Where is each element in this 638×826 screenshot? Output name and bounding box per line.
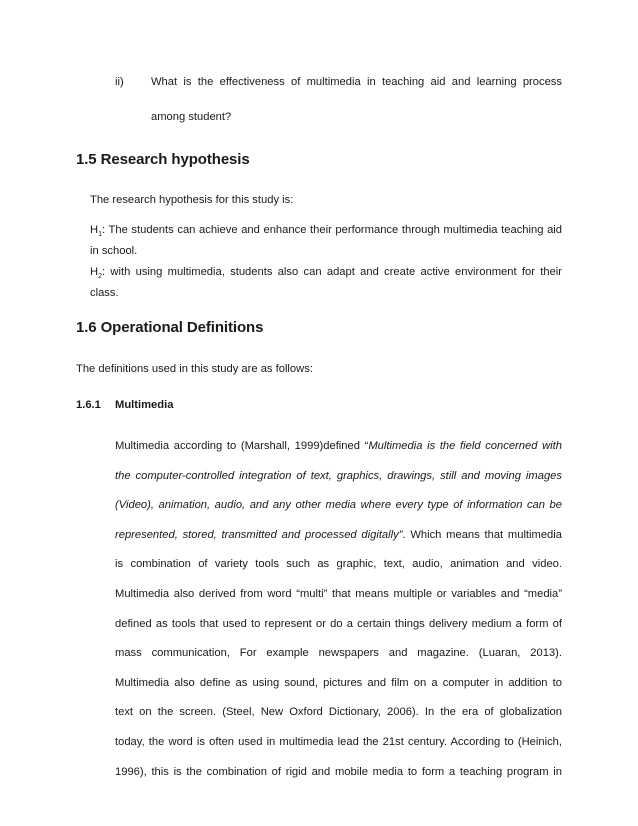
multimedia-paragraph-line: (Video), animation, audio, and any other media where every type of information can be bbox=[115, 499, 562, 512]
multimedia-paragraph-line: represented, stored, transmitted and processed digitally”. Which means that multimedia bbox=[115, 528, 562, 541]
hypothesis-h2: $H_2$: with using multimedia, students also can adapt and create active environment for their class. bbox=[90, 266, 562, 300]
subsection-title-multimedia: Multimedia bbox=[115, 399, 174, 411]
multimedia-paragraph-line: Multimedia also derived from word “multi” that means multiple or variables and “media” bbox=[115, 588, 562, 600]
multimedia-paragraph-line: Multimedia according to (Marshall, 1999)defined “Multimedia is the field concerned with bbox=[115, 440, 562, 452]
question-text-line-2: among student? bbox=[151, 111, 232, 123]
multimedia-paragraph-line: mass communication, For example newspapers and magazine. (Luaran, 2013). bbox=[115, 647, 562, 660]
multimedia-paragraph-line: defined as tools that used to represent or do a certain things delivery medium a form of bbox=[115, 617, 562, 630]
multimedia-paragraph-line: today, the word is often used in multimedia lead the 21st century. According to (Heinich, bbox=[115, 736, 562, 748]
question-text-line-1: What is the effectiveness of multimedia in teaching aid and learning process bbox=[151, 76, 562, 88]
question-numeral: ii) bbox=[115, 76, 124, 88]
heading-research-hypothesis: 1.5 Research hypothesis bbox=[76, 151, 250, 168]
multimedia-paragraph-line: 1996), this is the combination of rigid and mobile media to form a teaching program in bbox=[115, 765, 562, 778]
heading-operational-definitions: 1.6 Operational Definitions bbox=[76, 319, 264, 336]
multimedia-paragraph-line: Multimedia also define as using sound, pictures and film on a computer in addition to bbox=[115, 676, 562, 689]
multimedia-paragraph-line: is combination of variety tools such as graphic, text, audio, animation and video. bbox=[115, 558, 562, 571]
hypothesis-intro: The research hypothesis for this study is: bbox=[90, 194, 294, 206]
multimedia-paragraph-line: the computer-controlled integration of text, graphics, drawings, still and moving images bbox=[115, 469, 562, 482]
subsection-number: 1.6.1 bbox=[76, 399, 101, 411]
hypothesis-h1: $H_1$: The students can achieve and enhance their performance through multimedia teaching aid in school. bbox=[90, 224, 562, 258]
multimedia-paragraph-line: text on the screen. (Steel, New Oxford Dictionary, 2006). In the era of globalization bbox=[115, 706, 562, 719]
definitions-intro: The definitions used in this study are as follows: bbox=[76, 363, 313, 375]
